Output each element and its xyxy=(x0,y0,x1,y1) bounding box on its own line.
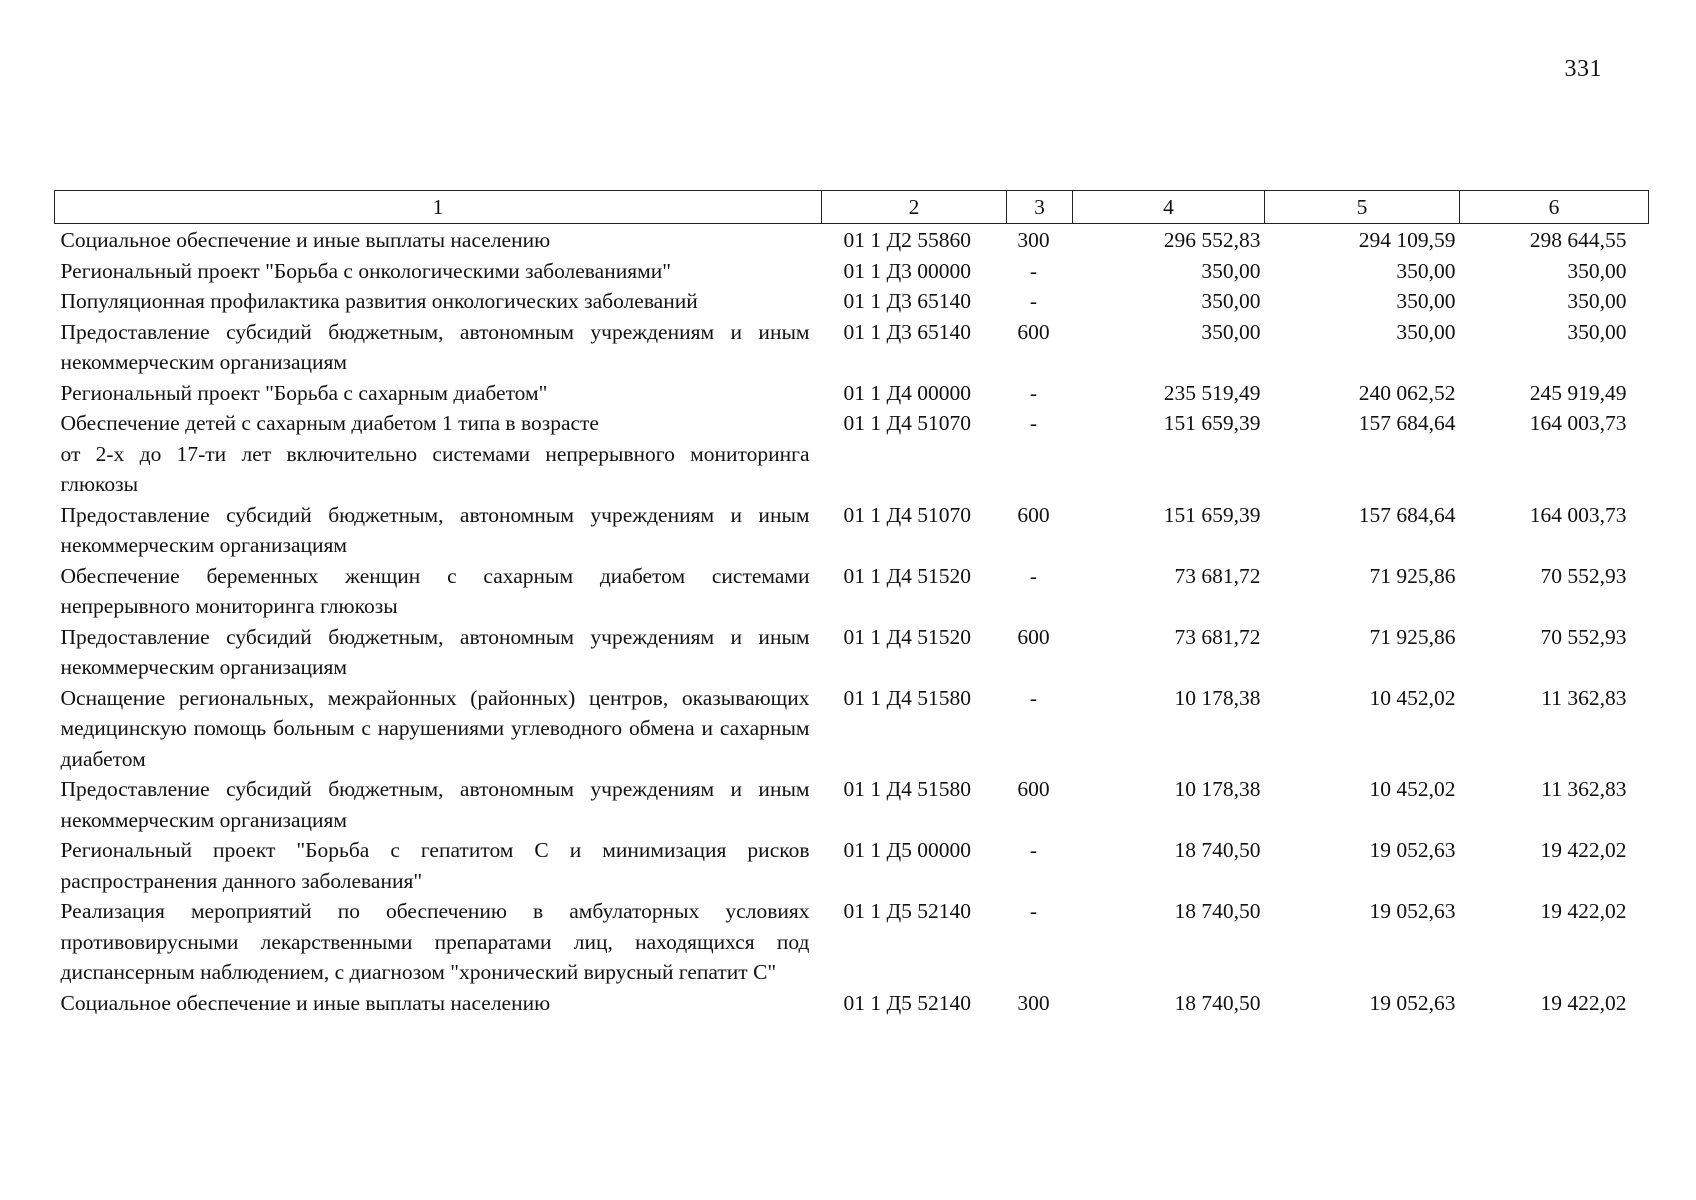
row-code: 01 1 Д4 51520 xyxy=(843,624,972,649)
row-code: 01 1 Д5 52140 xyxy=(843,899,972,923)
row-description: Региональный проект "Борьба с онкологическими заболеваниями" xyxy=(60,258,672,283)
row-code: 01 1 Д4 51070 xyxy=(843,502,972,527)
row-type: 600 xyxy=(1017,624,1050,649)
row-description-line-2: от 2-х до 17-ти лет включительно системами непрерывного мониторинга глюкозы xyxy=(60,441,810,496)
row-code: 01 1 Д4 51070 xyxy=(843,411,972,435)
header-col-4: 4 xyxy=(1073,191,1265,224)
table-row xyxy=(55,683,1649,775)
table-row xyxy=(55,561,1649,622)
row-code: 01 1 Д3 65140 xyxy=(843,289,972,313)
row-code: 01 1 Д4 51580 xyxy=(843,777,972,801)
table-row xyxy=(55,317,1649,378)
row-value-6: 164 003,73 xyxy=(1529,502,1627,527)
row-description xyxy=(55,408,822,500)
row-value-4: 10 178,38 xyxy=(1174,777,1261,801)
row-value-6: 70 552,93 xyxy=(1540,624,1627,649)
row-value-5: 350,00 xyxy=(1396,289,1456,313)
budget-table xyxy=(54,190,1649,1018)
page-number: 331 xyxy=(1564,56,1602,82)
header-col-1: 1 xyxy=(55,191,822,224)
row-code: 01 1 Д5 52140 xyxy=(843,990,972,1015)
row-value-4: 73 681,72 xyxy=(1174,563,1261,588)
row-value-5: 10 452,02 xyxy=(1369,777,1456,801)
row-description: Обеспечение беременных женщин с сахарным диабетом системами непрерывного мониторинга глюкозы xyxy=(60,563,810,618)
row-type: - xyxy=(1029,563,1038,588)
row-value-6: 350,00 xyxy=(1567,258,1627,283)
row-type: - xyxy=(1029,258,1038,283)
row-value-6: 19 422,02 xyxy=(1540,838,1627,862)
row-type: - xyxy=(1029,685,1038,710)
row-value-5: 157 684,64 xyxy=(1358,411,1456,435)
table-row xyxy=(55,774,1649,835)
row-description: Предоставление субсидий бюджетным, автономным учреждениям и иным некоммерческим организациям xyxy=(60,319,810,374)
row-description: Реализация мероприятий по обеспечению в амбулаторных условиях противовирусными лекарственными препаратами лиц, находящихся под диспансерным наблюдением, с диагнозом "хронический вирусный гепатит С" xyxy=(60,899,810,984)
row-value-5: 10 452,02 xyxy=(1369,685,1456,710)
row-code: 01 1 Д4 51580 xyxy=(843,685,972,710)
row-value-6: 11 362,83 xyxy=(1541,777,1627,801)
row-type: 300 xyxy=(1017,228,1050,252)
row-description: Предоставление субсидий бюджетным, автономным учреждениям и иным некоммерческим организациям xyxy=(60,502,810,557)
table-row xyxy=(55,378,1649,409)
row-type: - xyxy=(1029,380,1038,405)
row-value-5: 19 052,63 xyxy=(1369,990,1456,1015)
row-type: 300 xyxy=(1017,990,1050,1015)
row-description: Социальное обеспечение и иные выплаты населению xyxy=(60,990,551,1015)
row-description: Предоставление субсидий бюджетным, автономным учреждениям и иным некоммерческим организациям xyxy=(60,624,810,679)
table-row xyxy=(55,286,1649,317)
row-value-4: 350,00 xyxy=(1201,258,1261,283)
row-value-4: 151 659,39 xyxy=(1163,411,1261,435)
row-code: 01 1 Д4 51520 xyxy=(843,563,972,588)
table-row xyxy=(55,835,1649,896)
row-value-5: 240 062,52 xyxy=(1358,380,1456,405)
row-description: Оснащение региональных, межрайонных (районных) центров, оказывающих медицинскую помощь больным с нарушениями углеводного обмена и сахарным диабетом xyxy=(60,685,810,771)
row-value-4: 350,00 xyxy=(1201,289,1261,313)
row-code: 01 1 Д2 55860 xyxy=(843,228,972,252)
row-value-4: 18 740,50 xyxy=(1174,838,1261,862)
row-value-4: 151 659,39 xyxy=(1163,502,1261,527)
budget-table-container xyxy=(54,190,1648,1018)
row-description: Социальное обеспечение и иные выплаты населению xyxy=(60,228,551,252)
header-row xyxy=(55,191,1649,224)
row-value-5: 71 925,86 xyxy=(1369,624,1456,649)
row-type: - xyxy=(1029,289,1038,313)
row-value-4: 350,00 xyxy=(1201,319,1261,344)
row-type: - xyxy=(1029,411,1038,435)
header-col-5: 5 xyxy=(1265,191,1460,224)
row-value-5: 19 052,63 xyxy=(1369,899,1456,923)
row-value-5: 19 052,63 xyxy=(1369,838,1456,862)
row-value-6: 298 644,55 xyxy=(1529,228,1627,252)
row-value-5: 157 684,64 xyxy=(1358,502,1456,527)
row-code: 01 1 Д5 00000 xyxy=(843,838,972,862)
row-value-4: 10 178,38 xyxy=(1174,685,1261,710)
row-description: Региональный проект "Борьба с гепатитом С и минимизация рисков распространения данного заболевания" xyxy=(60,838,810,893)
row-type: 600 xyxy=(1017,319,1050,344)
table-row xyxy=(55,224,1649,256)
row-value-5: 71 925,86 xyxy=(1369,563,1456,588)
row-value-4: 18 740,50 xyxy=(1174,899,1261,923)
row-value-4: 235 519,49 xyxy=(1163,380,1261,405)
row-value-4: 73 681,72 xyxy=(1174,624,1261,649)
row-value-5: 350,00 xyxy=(1396,258,1456,283)
row-value-6: 164 003,73 xyxy=(1529,411,1627,435)
row-type: - xyxy=(1029,899,1038,923)
row-type: 600 xyxy=(1017,502,1050,527)
row-description: Предоставление субсидий бюджетным, автономным учреждениям и иным некоммерческим организациям xyxy=(60,777,810,832)
row-description: Популяционная профилактика развития онкологических заболеваний xyxy=(60,289,698,313)
table-row xyxy=(55,408,1649,500)
row-type: 600 xyxy=(1017,777,1050,801)
row-value-6: 245 919,49 xyxy=(1529,380,1627,405)
row-value-5: 294 109,59 xyxy=(1358,228,1456,252)
row-value-6: 350,00 xyxy=(1567,319,1627,344)
header-col-2: 2 xyxy=(822,191,1007,224)
table-row xyxy=(55,988,1649,1019)
table-row xyxy=(55,896,1649,988)
row-code: 01 1 Д4 00000 xyxy=(843,380,972,405)
table-row xyxy=(55,256,1649,287)
row-value-6: 19 422,02 xyxy=(1540,899,1627,923)
row-value-6: 70 552,93 xyxy=(1540,563,1627,588)
table-row xyxy=(55,622,1649,683)
row-description: Региональный проект "Борьба с сахарным диабетом" xyxy=(60,380,548,405)
row-value-4: 18 740,50 xyxy=(1174,990,1261,1015)
row-code: 01 1 Д3 00000 xyxy=(843,258,972,283)
row-value-5: 350,00 xyxy=(1396,319,1456,344)
header-col-6: 6 xyxy=(1460,191,1649,224)
header-col-3: 3 xyxy=(1007,191,1073,224)
row-type: - xyxy=(1029,838,1038,862)
row-value-6: 11 362,83 xyxy=(1541,685,1627,710)
row-description-line-1: Обеспечение детей с сахарным диабетом 1 типа в возрасте xyxy=(60,411,599,435)
row-value-6: 350,00 xyxy=(1567,289,1627,313)
row-value-6: 19 422,02 xyxy=(1540,990,1627,1015)
table-row xyxy=(55,500,1649,561)
row-code: 01 1 Д3 65140 xyxy=(843,319,972,344)
row-value-4: 296 552,83 xyxy=(1163,228,1261,252)
